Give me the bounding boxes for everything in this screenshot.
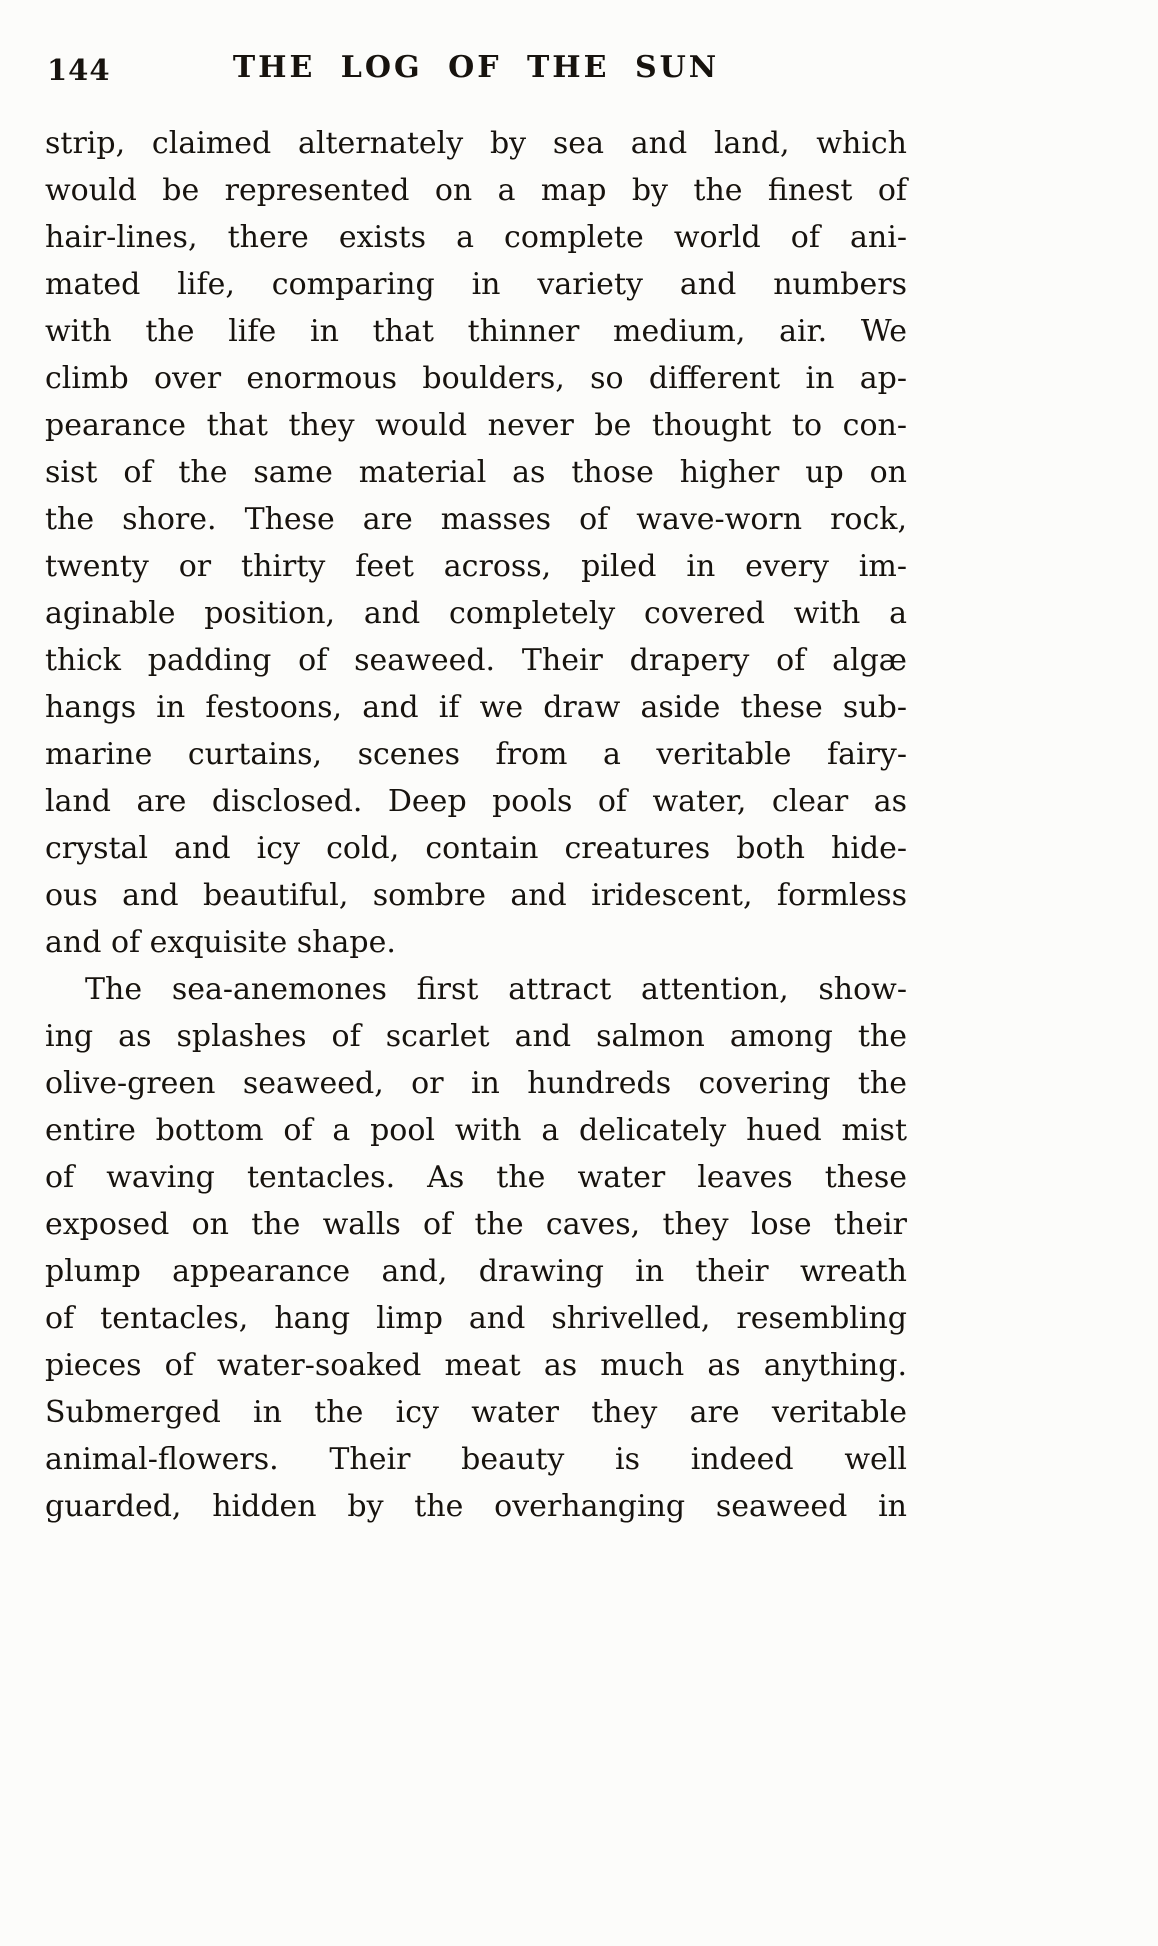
text-line: exposed on the walls of the caves, they lose their — [45, 1207, 907, 1242]
text-line: crystal and icy cold, contain creatures both hide- — [45, 831, 907, 866]
text-line: mated life, comparing in variety and numbers — [45, 267, 907, 302]
text-line: of tentacles, hang limp and shrivelled, resembling — [45, 1301, 907, 1336]
text-line: twenty or thirty feet across, piled in every im- — [45, 549, 907, 584]
text-line: ing as splashes of scarlet and salmon among the — [45, 1019, 907, 1054]
text-line: would be represented on a map by the finest of — [45, 173, 907, 208]
text-line: the shore. These are masses of wave-worn rock, — [45, 502, 907, 537]
paragraph — [45, 120, 907, 966]
text-line: animal-flowers. Their beauty is indeed well — [45, 1442, 907, 1477]
text-line: with the life in that thinner medium, air. We — [45, 314, 907, 349]
text-line: sist of the same material as those higher up on — [45, 455, 907, 490]
text-line: and of exquisite shape. — [45, 925, 396, 960]
body-text — [45, 120, 907, 1530]
text-line: The sea-anemones first attract attention, show- — [85, 972, 907, 1007]
text-line: ous and beautiful, sombre and iridescent, formless — [45, 878, 907, 913]
text-line: aginable position, and completely covered with a — [45, 596, 907, 631]
text-line: hangs in festoons, and if we draw aside these sub- — [45, 690, 907, 725]
text-line: olive-green seaweed, or in hundreds covering the — [45, 1066, 907, 1101]
text-line: pieces of water-soaked meat as much as anything. — [45, 1348, 907, 1383]
text-line: strip, claimed alternately by sea and land, which — [45, 126, 907, 161]
text-line: plump appearance and, drawing in their wreath — [45, 1254, 907, 1289]
text-line: entire bottom of a pool with a delicately hued mist — [45, 1113, 907, 1148]
text-line: Submerged in the icy water they are veritable — [45, 1395, 907, 1430]
text-line: guarded, hidden by the overhanging seaweed in — [45, 1489, 907, 1524]
paragraph — [45, 966, 907, 1530]
text-line: of waving tentacles. As the water leaves these — [45, 1160, 907, 1195]
text-line: land are disclosed. Deep pools of water, clear as — [45, 784, 907, 819]
text-line: marine curtains, scenes from a veritable fairy- — [45, 737, 907, 772]
running-title: THE LOG OF THE SUN — [232, 50, 720, 85]
text-line: pearance that they would never be thought to con- — [45, 408, 907, 443]
text-line: thick padding of seaweed. Their drapery of algæ — [45, 643, 907, 678]
text-line: climb over enormous boulders, so different in ap- — [45, 361, 907, 396]
text-line: hair-lines, there exists a complete world of ani- — [45, 220, 907, 255]
page-number: 144 — [47, 53, 111, 87]
running-head — [45, 50, 907, 92]
